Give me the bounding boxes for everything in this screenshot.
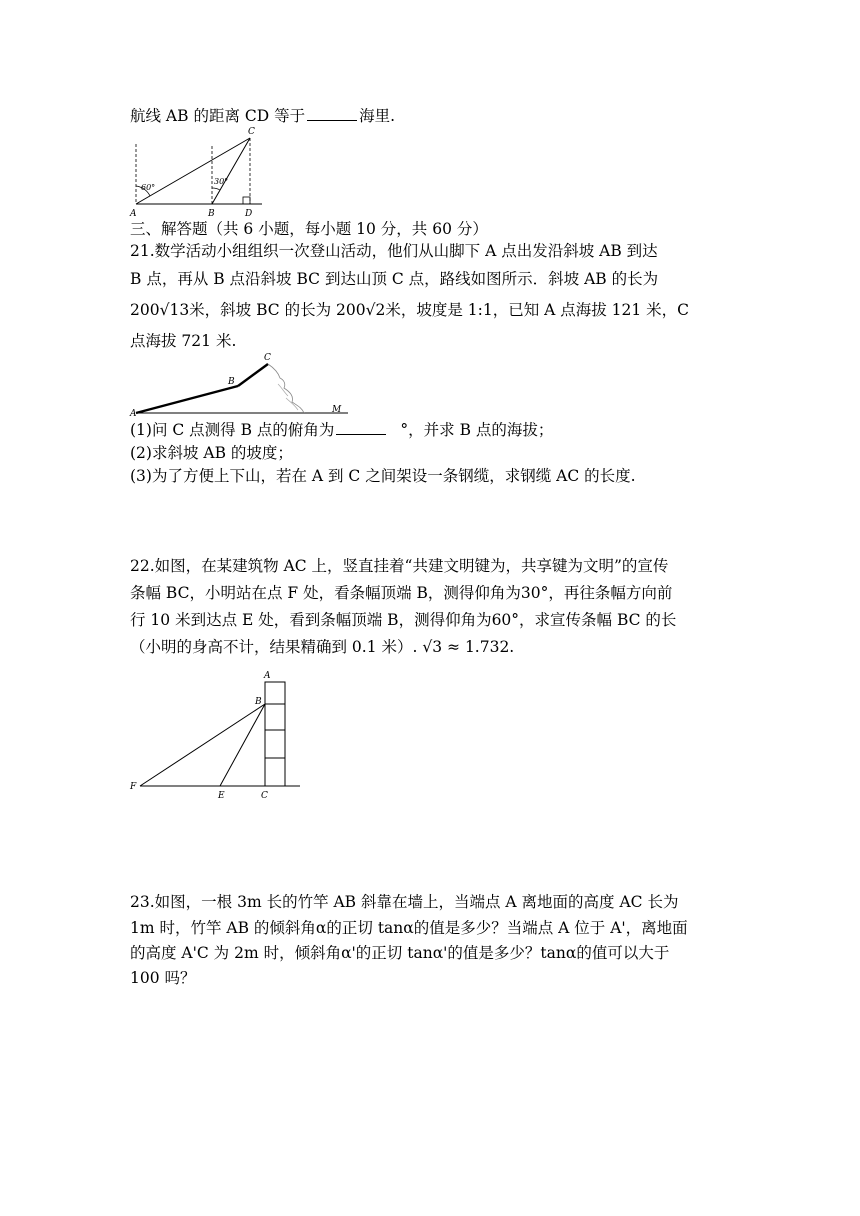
q21-line1: 21.数学活动小组组织一次登山活动，他们从山脚下 A 点出发沿斜坡 AB 到达 [130, 242, 658, 260]
q22-line3: 行 10 米到达点 E 处，看到条幅顶端 B，测得仰角为60°，求宣传条幅 BC 的长 [130, 611, 677, 629]
q20-tail-after: 海里. [359, 107, 396, 125]
q21-sub2: (2)求斜坡 AB 的坡度； [130, 444, 293, 462]
fig2-label-A: A [130, 409, 137, 419]
fig3-label-A: A [264, 671, 271, 681]
q21-sub3: (3)为了方便上下山，若在 A 到 C 之间架设一条钢缆，求钢缆 AC 的长度. [130, 467, 636, 485]
figure-3-building [128, 668, 308, 800]
fig3-label-C: C [261, 791, 268, 800]
q22-line1: 22.如图，在某建筑物 AC 上，竖直挂着“共建文明键为，共享键为文明”的宣传 [130, 557, 669, 575]
q21-line4: 点海拔 721 米. [130, 332, 237, 350]
fig3-label-F: F [130, 782, 137, 792]
q21-line2: B 点，再从 B 点沿斜坡 BC 到达山顶 C 点，路线如图所示．斜坡 AB 的长为 [130, 270, 659, 288]
fig2-label-C: C [264, 353, 271, 363]
figure-2-mountain [128, 350, 352, 420]
section-heading: 三、解答题（共 6 小题，每小题 10 分，共 60 分） [130, 220, 488, 238]
q21-sub1-before: (1)问 C 点测得 B 点的俯角为 [130, 421, 335, 439]
q21-line3: 200√13米，斜坡 BC 的长为 200√2米，坡度是 1:1，已知 A 点海拔 121 米，C [130, 301, 690, 319]
q23-line3: 的高度 A'C 为 2m 时，倾斜角α'的正切 tanα'的值是多少？tanα的值可以大于 [130, 944, 670, 962]
answer-blank [336, 420, 386, 435]
q20-tail-text: 航线 AB 的距离 CD 等于 [130, 107, 306, 125]
figure-1-diagram [128, 124, 268, 220]
fig2-label-M: M [332, 405, 342, 415]
fig3-label-E: E [218, 791, 225, 800]
answer-blank [307, 106, 357, 121]
q20-tail-line [130, 106, 395, 126]
fig1-label-D: D [245, 209, 253, 219]
fig3-label-B: B [255, 697, 262, 707]
q22-line2: 条幅 BC，小明站在点 F 处，看条幅顶端 B，测得仰角为30°，再往条幅方向前 [130, 584, 673, 602]
q23-line2: 1m 时，竹竿 AB 的倾斜角α的正切 tanα的值是多少？当端点 A 位于 A'，离地面 [130, 919, 688, 937]
fig1-label-A: A [130, 209, 137, 219]
q21-sub1 [130, 420, 553, 440]
fig1-label-B: B [208, 209, 215, 219]
fig1-angle30: 30° [214, 177, 229, 186]
fig2-label-B: B [228, 377, 235, 387]
fig1-angle60: 60° [141, 183, 156, 192]
fig1-label-C: C [248, 127, 255, 137]
q21-sub1-after: °，并求 B 点的海拔； [400, 421, 554, 439]
q23-line1: 23.如图，一根 3m 长的竹竿 AB 斜靠在墙上，当端点 A 离地面的高度 AC 长为 [130, 893, 679, 911]
q23-line4: 100 吗？ [130, 969, 196, 987]
q22-line4: （小明的身高不计，结果精确到 0.1 米）. √3 ≈ 1.732. [130, 638, 515, 656]
